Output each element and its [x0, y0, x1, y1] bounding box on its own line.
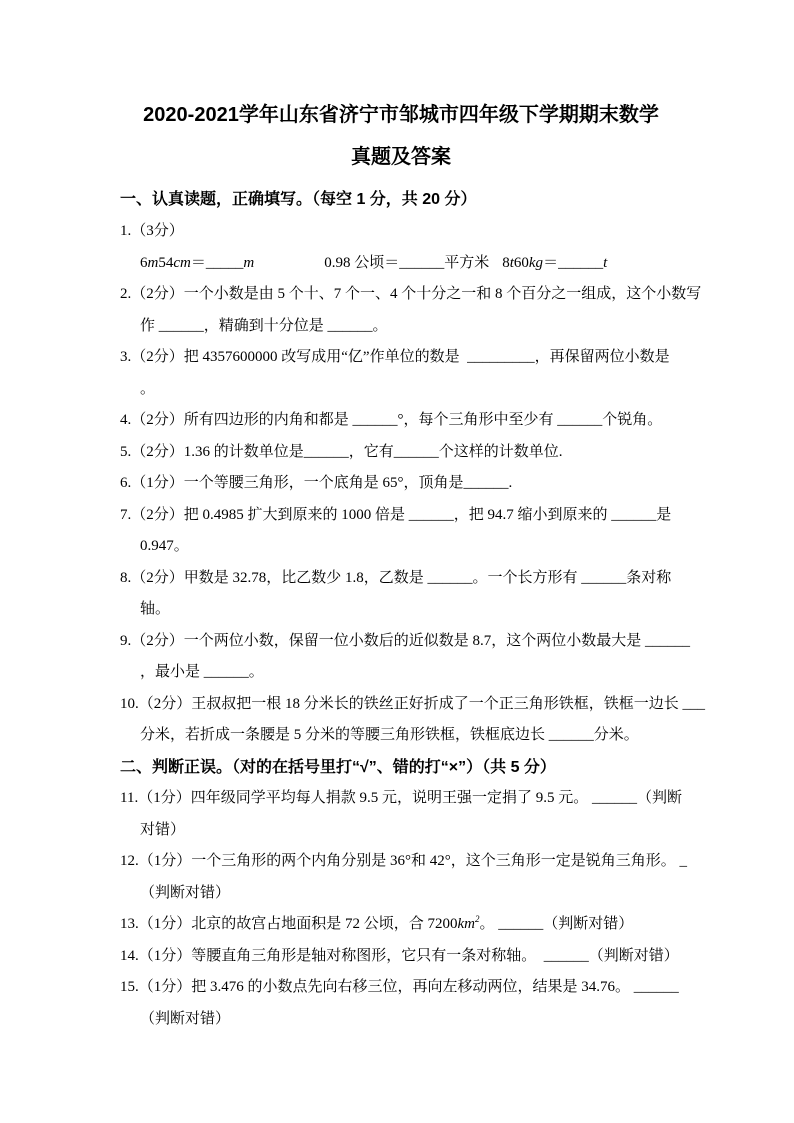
question-11-line-2: 对错）: [140, 821, 186, 838]
question-13-prefix: 13.（1分）北京的故宫占地面积是 72 公顷，合 7200: [120, 916, 458, 932]
question-13-superscript-2: 2: [475, 914, 480, 924]
q1-unit-t: t: [509, 254, 514, 271]
question-2-line-1: 2.（2分）一个小数是由 5 个十、7 个一、4 个十分之一和 8 个百分之一组成，这个小数写: [120, 286, 702, 302]
document-title-line-2: 真题及答案: [351, 146, 451, 168]
q1-unit-t-answer: t: [603, 254, 608, 271]
question-7-line-2: 0.947。: [140, 538, 189, 554]
q1-equals-blank-3: ＝______: [543, 254, 604, 271]
section-1-heading: 一、认真读题，正确填写。（每空 1 分，共 20 分）: [120, 191, 477, 208]
question-3-line-1: 3.（2分）把 4357600000 改写成用“亿”作单位的数是 _________，再保留两位小数是: [120, 349, 670, 365]
question-15-line-2: （判断对错）: [140, 1010, 231, 1027]
question-7-line-1: 7.（2分）把 0.4985 扩大到原来的 1000 倍是 ______，把 94.7 缩小到原来的 ______是: [120, 506, 672, 523]
question-1-number: 1.（3分）: [120, 223, 184, 239]
document-title-line-1: 2020-2021学年山东省济宁市邹城市四年级下学期期末数学: [143, 104, 659, 126]
question-13-unit-km: km: [457, 916, 476, 932]
q1-value-8: 8: [502, 254, 510, 271]
question-10-line-2: 分米，若折成一条腰是 5 分米的等腰三角形铁框，铁框底边长 ______分米。: [140, 727, 639, 743]
question-list: [120, 216, 706, 1035]
question-4: 4.（2分）所有四边形的内角和都是 ______°，每个三角形中至少有 ______个锐角。: [120, 412, 663, 428]
question-2-line-2: 作 ______，精确到十分位是 ______。: [140, 317, 388, 334]
q1-hectare-part: 0.98 公顷＝______平方米: [324, 254, 490, 271]
question-13: [120, 909, 682, 941]
question-14: 14.（1分）等腰直角三角形是轴对称图形，它只有一条对称轴。 ______（判断对错）: [120, 947, 679, 964]
question-10-line-1: 10.（2分）王叔叔把一根 18 分米长的铁丝正好折成了一个正三角形铁框，铁框一边长 ___: [120, 695, 706, 712]
q1-value-54: 54: [158, 254, 174, 271]
question-8-line-1: 8.（2分）甲数是 32.78，比乙数少 1.8，乙数是 ______。一个长方形有 ______条对称: [120, 569, 672, 586]
question-6: 6.（1分）一个等腰三角形，一个底角是 65°，顶角是______.: [120, 475, 513, 491]
q1-unit-m-answer: m: [243, 254, 255, 271]
question-11-line-1: 11.（1分）四年级同学平均每人捐款 9.5 元，说明王强一定捐了 9.5 元。 ______（判断: [120, 790, 682, 806]
question-3-line-2: 。: [140, 380, 156, 397]
question-13-suffix: 。 ______（判断对错）: [479, 916, 634, 932]
q1-value-6: 6: [140, 254, 148, 271]
q1-equals-blank-1: ＝_____: [190, 254, 244, 271]
q1-unit-kg: kg: [528, 254, 544, 271]
q1-value-60: 60: [513, 254, 529, 271]
question-9-line-2: ，最小是 ______。: [140, 664, 264, 680]
question-15-line-1: 15.（1分）把 3.476 的小数点先向右移三位，再向左移动两位，结果是 34.76。 ______: [120, 979, 679, 995]
question-9-line-1: 9.（2分）一个两位小数，保留一位小数后的近似数是 8.7，这个两位小数最大是 ______: [120, 632, 691, 649]
q1-unit-cm: cm: [173, 254, 191, 271]
q1-unit-m: m: [147, 254, 159, 271]
question-5: 5.（2分）1.36 的计数单位是______，它有______个这样的计数单位.: [120, 443, 563, 460]
question-8-line-2: 轴。: [140, 601, 171, 617]
question-1-content: [120, 248, 682, 280]
question-12-line-2: （判断对错）: [140, 884, 231, 901]
question-12-line-1: 12.（1分）一个三角形的两个内角分别是 36°和 42°，这个三角形一定是锐角三角形。 _: [120, 853, 688, 869]
section-2-heading: 二、判断正误。（对的在括号里打“√”、错的打“×”）（共 5 分）: [120, 758, 556, 776]
